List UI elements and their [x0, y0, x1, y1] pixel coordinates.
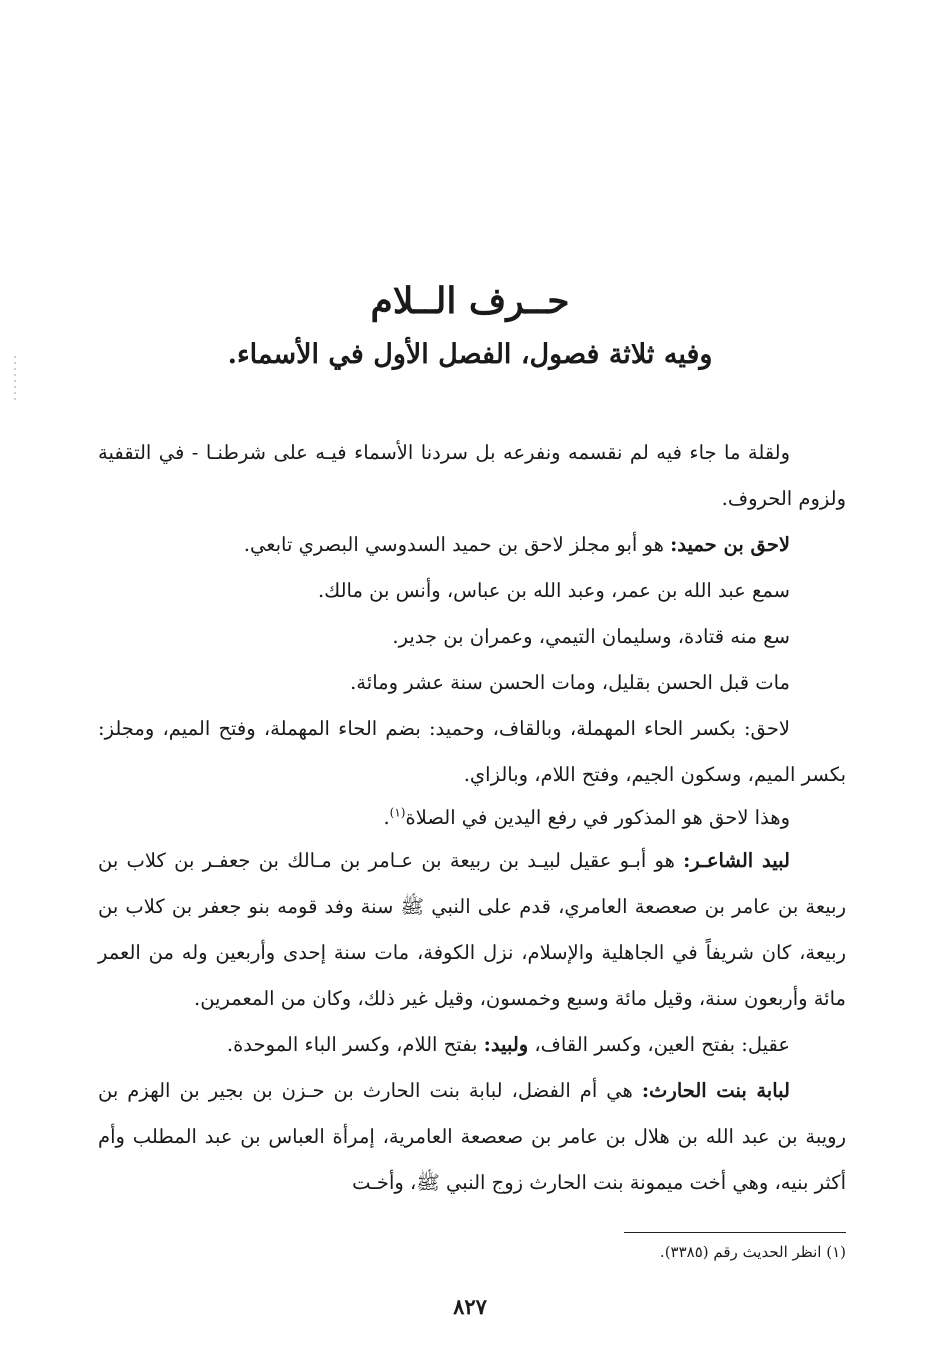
entry-lubaba-name: لبابة بنت الحارث:	[641, 1079, 791, 1102]
entry-labid-note-label: ولبيد:	[483, 1033, 529, 1056]
page-number: ٨٢٧	[453, 1294, 487, 1319]
entry-lahiq-line5: لاحق: بكسر الحاء المهملة، وبالقاف، وحميد: بضم الحاء المهملة، وفتح الميم، ومجلز: بكسر الميم، وسكون الجيم، وفتح اللام، وبالزاي.	[98, 717, 846, 786]
entry-labid-name: لبيد الشاعـر:	[683, 849, 790, 872]
entry-labid-note-b: بفتح اللام، وكسر الباء الموحدة.	[226, 1033, 478, 1056]
entry-lahiq-line2: سمع عبد الله بن عمر، وعبد الله بن عباس، وأنس بن مالك.	[317, 579, 790, 602]
entry-lahiq-line4: مات قبل الحسن بقليل، ومات الحسن سنة عشر ومائة.	[350, 671, 790, 694]
main-text	[98, 430, 846, 1206]
entry-lahiq-text6-end: .	[383, 806, 390, 829]
entry-labid-paragraph	[98, 838, 846, 1022]
entry-lahiq-text6: وهذا لاحق هو المذكور في رفع اليدين في الصلاة	[405, 806, 790, 829]
footnote: (١) انظر الحديث رقم (٣٣٨٥).	[659, 1243, 846, 1261]
entry-lahiq-line1	[98, 522, 846, 568]
entry-lahiq-line3: سع منه قتادة، وسليمان التيمي، وعمران بن جدير.	[392, 625, 790, 648]
footnote-divider	[624, 1232, 846, 1233]
entry-lahiq-line6	[98, 798, 846, 838]
scan-margin-mark	[14, 356, 16, 400]
entry-lubaba-text: هي أم الفضل، لبابة بنت الحارث بن حـزن بن بجير بن الهزم بن رويبة بن عبد الله بن هلال بن عامر بن صعصعة العامرية، إمرأة العباس بن عبد المطلب وأم أكثر بنيه، وهي أخت ميمونة بنت الحارث زوج النبي ﷺ، وأخـت	[98, 1079, 846, 1194]
entry-labid-text: هو أبـو عقيل لبيـد بن ربيعة بن عـامر بن مـالك بن جعفـر بن كلاب بن ربيعة بن عامر بن صعصعة العامري، قدم على النبي ﷺ سنة وفد قومه بنو جعفر بن كلاب بن ربيعة، كان شريفاً في الجاهلية والإسلام، نزل الكوفة، مات سنة إحدى وأربعين وله من العمر مائة وأربعون سنة، وقيل مائة وسبع وخمسون، وقيل غير ذلك، وكان من المعمرين.	[98, 849, 846, 1010]
footnote-reference: (١)	[389, 805, 406, 820]
chapter-title: حــرف الــلام	[370, 280, 570, 322]
entry-lubaba-paragraph	[98, 1068, 846, 1206]
chapter-subtitle: وفيه ثلاثة فصول، الفصل الأول في الأسماء.	[227, 339, 713, 370]
entry-labid-note	[98, 1022, 846, 1068]
entry-lahiq-text1: هو أبو مجلز لاحق بن حميد السدوسي البصري تابعي.	[243, 533, 664, 556]
entry-labid-note-a: عقيل: بفتح العين، وكسر القاف،	[534, 1033, 790, 1056]
entry-lahiq-name: لاحق بن حميد:	[670, 533, 790, 556]
intro-paragraph: ولقلة ما جاء فيه لم نقسمه ونفرعه بل سردنا الأسماء فيـه على شرطنـا - في التقفية ولزوم الحروف.	[98, 441, 846, 510]
